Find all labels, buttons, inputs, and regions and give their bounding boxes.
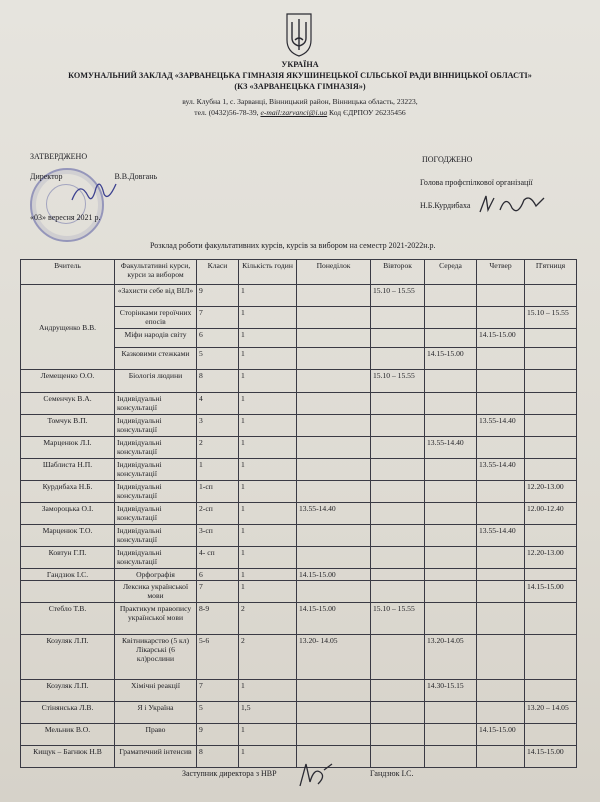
teacher-cell: Кищук – Багнюк Н.В — [21, 746, 115, 768]
wednesday-cell — [425, 329, 477, 348]
teacher-cell: Замороцька О.І. — [21, 503, 115, 525]
monday-cell — [297, 285, 371, 307]
tuesday-cell: 15.10 – 15.55 — [371, 285, 425, 307]
teacher-cell: Гандзюк І.С. — [21, 569, 115, 581]
monday-cell: 13.55-14.40 — [297, 503, 371, 525]
thursday-cell — [477, 581, 525, 603]
table-header-row — [21, 260, 577, 285]
country-title: УКРАЇНА — [281, 60, 319, 69]
course-cell: Квітникарство (5 кл) Лікарські (6 кл)рослини — [115, 635, 197, 680]
teacher-cell: Шаблиста Н.П. — [21, 459, 115, 481]
director-role: Директор — [30, 172, 63, 181]
monday-cell — [297, 680, 371, 702]
monday-cell: 13.20- 14.05 — [297, 635, 371, 680]
friday-cell — [525, 724, 577, 746]
tuesday-cell — [371, 724, 425, 746]
monday-cell: 14.15-15.00 — [297, 603, 371, 635]
wednesday-cell — [425, 547, 477, 569]
wednesday-cell — [425, 581, 477, 603]
email-text: e-mail:zarvanci@i.ua — [260, 108, 328, 117]
class-cell: 5 — [197, 348, 239, 370]
friday-cell — [525, 635, 577, 680]
thursday-cell — [477, 680, 525, 702]
table-row — [21, 525, 577, 547]
course-cell: Орфографія — [115, 569, 197, 581]
monday-cell: 14.15-15.00 — [297, 569, 371, 581]
hours-cell: 2 — [239, 635, 297, 680]
class-cell: 1-сп — [197, 481, 239, 503]
wednesday-cell — [425, 370, 477, 393]
deputy-name: Гандзюк І.С. — [370, 769, 414, 778]
class-cell: 7 — [197, 581, 239, 603]
course-cell: Індивідуальні консультації — [115, 547, 197, 569]
table-row — [21, 370, 577, 393]
course-cell: Індивідуальні консультації — [115, 503, 197, 525]
wednesday-cell: 13.55-14.40 — [425, 437, 477, 459]
wednesday-cell — [425, 415, 477, 437]
tuesday-cell: 15.10 – 15.55 — [371, 603, 425, 635]
friday-cell: 13.20 – 14.05 — [525, 702, 577, 724]
teacher-cell — [21, 581, 115, 603]
monday-cell — [297, 459, 371, 481]
friday-cell — [525, 415, 577, 437]
class-cell: 9 — [197, 724, 239, 746]
hours-cell: 1 — [239, 569, 297, 581]
teacher-cell: Марценюк Т.О. — [21, 525, 115, 547]
thursday-cell — [477, 635, 525, 680]
monday-cell — [297, 393, 371, 415]
director-signature — [70, 178, 120, 208]
class-cell: 7 — [197, 307, 239, 329]
class-cell: 4 — [197, 393, 239, 415]
monday-cell — [297, 437, 371, 459]
class-cell: 1 — [197, 459, 239, 481]
trident-emblem-icon — [284, 10, 314, 58]
course-cell: Я і Україна — [115, 702, 197, 724]
table-row — [21, 724, 577, 746]
friday-cell: 12.00-12.40 — [525, 503, 577, 525]
friday-cell: 15.10 – 15.55 — [525, 307, 577, 329]
tuesday-cell — [371, 635, 425, 680]
edrpou-code: Код ЄДРПОУ 26235456 — [329, 108, 406, 117]
course-cell: Індивідуальні консультації — [115, 393, 197, 415]
monday-cell — [297, 481, 371, 503]
approval-date: «03» вересня 2021 р. — [30, 213, 101, 222]
tuesday-cell — [371, 680, 425, 702]
thursday-cell — [477, 746, 525, 768]
thursday-cell: 13.55-14.40 — [477, 525, 525, 547]
thursday-cell — [477, 393, 525, 415]
course-cell: Сторінками героїчних епосів — [115, 307, 197, 329]
monday-cell — [297, 724, 371, 746]
class-cell: 3 — [197, 415, 239, 437]
class-cell: 6 — [197, 569, 239, 581]
institution-short-name: (КЗ «ЗАРВАНЕЦЬКА ГІМНАЗІЯ») — [234, 82, 366, 91]
hours-cell: 1 — [239, 329, 297, 348]
schedule-title: Розклад роботи факультативних курсів, курсів за вибором на семестр 2021-2022н.р. — [150, 241, 436, 250]
header-wednesday: Середа — [425, 260, 477, 285]
deputy-signature — [296, 760, 336, 790]
friday-cell — [525, 437, 577, 459]
header-friday: П'ятниця — [525, 260, 577, 285]
union-head-signature — [478, 192, 548, 218]
thursday-cell — [477, 702, 525, 724]
course-cell: Біологія людини — [115, 370, 197, 393]
monday-cell — [297, 525, 371, 547]
teacher-cell: Козуляк Л.П. — [21, 680, 115, 702]
class-cell: 5 — [197, 702, 239, 724]
thursday-cell: 14.15-15.00 — [477, 329, 525, 348]
hours-cell: 1 — [239, 415, 297, 437]
thursday-cell — [477, 307, 525, 329]
thursday-cell — [477, 285, 525, 307]
teacher-cell: Козуляк Л.П. — [21, 635, 115, 680]
course-cell: Індивідуальні консультації — [115, 481, 197, 503]
table-row — [21, 581, 577, 603]
friday-cell: 12.20-13.00 — [525, 481, 577, 503]
tuesday-cell — [371, 503, 425, 525]
header-monday: Понеділок — [297, 260, 371, 285]
tuesday-cell — [371, 329, 425, 348]
wednesday-cell — [425, 569, 477, 581]
friday-cell — [525, 459, 577, 481]
hours-cell: 1 — [239, 547, 297, 569]
class-cell: 2-сп — [197, 503, 239, 525]
course-cell: Індивідуальні консультації — [115, 437, 197, 459]
hours-cell: 1 — [239, 581, 297, 603]
thursday-cell: 13.55-14.40 — [477, 415, 525, 437]
course-cell: Лексика української мови — [115, 581, 197, 603]
phone-text: тел. (0432)56-78-39, — [194, 108, 259, 117]
table-row — [21, 481, 577, 503]
table-row — [21, 702, 577, 724]
wednesday-cell — [425, 459, 477, 481]
table-row — [21, 503, 577, 525]
friday-cell — [525, 329, 577, 348]
header-hours: Кількість годин — [239, 260, 297, 285]
class-cell: 9 — [197, 285, 239, 307]
table-row — [21, 437, 577, 459]
thursday-cell — [477, 547, 525, 569]
course-cell: Казковими стежками — [115, 348, 197, 370]
monday-cell — [297, 581, 371, 603]
wednesday-cell — [425, 746, 477, 768]
union-head-role: Голова профспілкової організації — [420, 178, 533, 187]
table-row — [21, 415, 577, 437]
hours-cell: 1 — [239, 680, 297, 702]
friday-cell — [525, 680, 577, 702]
teacher-cell: Стебло Т.В. — [21, 603, 115, 635]
tuesday-cell — [371, 393, 425, 415]
tuesday-cell — [371, 437, 425, 459]
class-cell: 7 — [197, 680, 239, 702]
contacts-line — [0, 108, 600, 118]
teacher-cell: Семенчук В.А. — [21, 393, 115, 415]
class-cell: 5-6 — [197, 635, 239, 680]
tuesday-cell — [371, 415, 425, 437]
address-line: вул. Клубна 1, с. Зарванці, Вінницький район, Вінницька область, 23223, — [182, 97, 418, 106]
union-head-name: Н.Б.Курдибаха — [420, 201, 471, 210]
tuesday-cell — [371, 459, 425, 481]
friday-cell: 14.15-15.00 — [525, 746, 577, 768]
director-name: В.В.Довгань — [114, 172, 158, 181]
teacher-cell: Андрущенко В.В. — [21, 285, 115, 370]
hours-cell: 1,5 — [239, 702, 297, 724]
header-thursday: Четвер — [477, 260, 525, 285]
hours-cell: 1 — [239, 481, 297, 503]
friday-cell — [525, 285, 577, 307]
hours-cell: 2 — [239, 603, 297, 635]
monday-cell — [297, 702, 371, 724]
friday-cell — [525, 348, 577, 370]
thursday-cell — [477, 437, 525, 459]
monday-cell — [297, 415, 371, 437]
wednesday-cell: 14.15-15.00 — [425, 348, 477, 370]
wednesday-cell — [425, 285, 477, 307]
schedule-table — [20, 259, 577, 768]
wednesday-cell — [425, 503, 477, 525]
class-cell: 6 — [197, 329, 239, 348]
class-cell: 8 — [197, 746, 239, 768]
wednesday-cell — [425, 481, 477, 503]
hours-cell: 1 — [239, 285, 297, 307]
course-cell: Хімічні реакції — [115, 680, 197, 702]
monday-cell — [297, 307, 371, 329]
wednesday-cell — [425, 525, 477, 547]
friday-cell: 12.20-13.00 — [525, 547, 577, 569]
friday-cell: 14.15-15.00 — [525, 581, 577, 603]
header-course: Факультативні курси, курси за вибором — [115, 260, 197, 285]
tuesday-cell — [371, 547, 425, 569]
thursday-cell — [477, 569, 525, 581]
tuesday-cell — [371, 307, 425, 329]
table-row — [21, 393, 577, 415]
table-row — [21, 569, 577, 581]
teacher-cell: Мельник В.О. — [21, 724, 115, 746]
class-cell: 2 — [197, 437, 239, 459]
friday-cell — [525, 569, 577, 581]
tuesday-cell — [371, 702, 425, 724]
teacher-cell: Ковтун Г.П. — [21, 547, 115, 569]
hours-cell: 1 — [239, 437, 297, 459]
table-row — [21, 285, 577, 307]
friday-cell — [525, 603, 577, 635]
tuesday-cell — [371, 481, 425, 503]
hours-cell: 1 — [239, 724, 297, 746]
header-classes: Класи — [197, 260, 239, 285]
teacher-cell: Стінянська Л.В. — [21, 702, 115, 724]
wednesday-cell — [425, 307, 477, 329]
class-cell: 8 — [197, 370, 239, 393]
thursday-cell — [477, 603, 525, 635]
thursday-cell — [477, 503, 525, 525]
deputy-role: Заступник директора з НВР — [182, 769, 277, 778]
tuesday-cell — [371, 746, 425, 768]
thursday-cell: 13.55-14.40 — [477, 459, 525, 481]
course-cell: Міфи народів світу — [115, 329, 197, 348]
table-row — [21, 680, 577, 702]
thursday-cell — [477, 348, 525, 370]
course-cell: Практикум правопису української мови — [115, 603, 197, 635]
hours-cell: 1 — [239, 746, 297, 768]
friday-cell — [525, 393, 577, 415]
tuesday-cell — [371, 581, 425, 603]
hours-cell: 1 — [239, 503, 297, 525]
wednesday-cell — [425, 393, 477, 415]
monday-cell — [297, 348, 371, 370]
course-cell: Право — [115, 724, 197, 746]
hours-cell: 1 — [239, 307, 297, 329]
tuesday-cell: 15.10 – 15.55 — [371, 370, 425, 393]
monday-cell — [297, 547, 371, 569]
teacher-cell: Лемещенко О.О. — [21, 370, 115, 393]
teacher-cell: Марценюк Л.І. — [21, 437, 115, 459]
table-row — [21, 603, 577, 635]
course-cell: «Захисти себе від ВІЛ» — [115, 285, 197, 307]
wednesday-cell — [425, 702, 477, 724]
institution-name: КОМУНАЛЬНИЙ ЗАКЛАД «ЗАРВАНЕЦЬКА ГІМНАЗІЯ ЯКУШИНЕЦЬКОЇ СІЛЬСЬКОЇ РАДИ ВІННИЦЬКОЇ ОБЛАСТІ» — [68, 71, 532, 80]
thursday-cell — [477, 481, 525, 503]
tuesday-cell — [371, 348, 425, 370]
course-cell: Індивідуальні консультації — [115, 459, 197, 481]
table-row — [21, 459, 577, 481]
thursday-cell: 14.15-15.00 — [477, 724, 525, 746]
course-cell: Індивідуальні консультації — [115, 415, 197, 437]
hours-cell: 1 — [239, 348, 297, 370]
thursday-cell — [477, 370, 525, 393]
header-teacher: Вчитель — [21, 260, 115, 285]
wednesday-cell — [425, 724, 477, 746]
teacher-cell: Курдибаха Н.Б. — [21, 481, 115, 503]
class-cell: 8-9 — [197, 603, 239, 635]
wednesday-cell: 13.20-14.05 — [425, 635, 477, 680]
hours-cell: 1 — [239, 459, 297, 481]
class-cell: 3-сп — [197, 525, 239, 547]
table-row — [21, 635, 577, 680]
friday-cell — [525, 370, 577, 393]
wednesday-cell — [425, 603, 477, 635]
course-cell: Граматичний інтенсив — [115, 746, 197, 768]
tuesday-cell — [371, 525, 425, 547]
teacher-cell: Томчук В.П. — [21, 415, 115, 437]
hours-cell: 1 — [239, 393, 297, 415]
header-tuesday: Вівторок — [371, 260, 425, 285]
course-cell: Індивідуальні консультації — [115, 525, 197, 547]
wednesday-cell: 14.30-15.15 — [425, 680, 477, 702]
monday-cell — [297, 329, 371, 348]
class-cell: 4- сп — [197, 547, 239, 569]
hours-cell: 1 — [239, 370, 297, 393]
friday-cell — [525, 525, 577, 547]
approved-title: ЗАТВЕРДЖЕНО — [30, 152, 88, 161]
tuesday-cell — [371, 569, 425, 581]
hours-cell: 1 — [239, 525, 297, 547]
monday-cell — [297, 370, 371, 393]
agreed-title: ПОГОДЖЕНО — [422, 155, 473, 164]
table-row — [21, 547, 577, 569]
